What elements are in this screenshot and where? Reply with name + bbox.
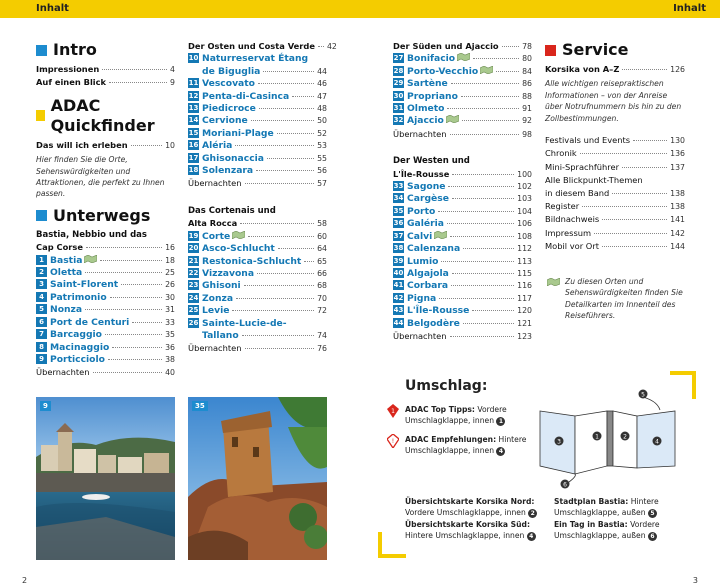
place-number-badge: 13 (188, 104, 199, 113)
region-heading: Das Cortenais und (188, 205, 276, 216)
place-entry[interactable]: 10 Naturreservat Étang (188, 53, 309, 65)
toc-entry[interactable]: Impressionen 4 (36, 64, 175, 74)
section-quickfinder: ADAC Quickfinder (36, 96, 175, 136)
corner-bracket-bottom (378, 532, 406, 558)
place-entry[interactable]: 9 Porticciolo 38 (36, 354, 175, 366)
place-entry[interactable]: 19 Corte 60 (188, 230, 327, 242)
toc-entry[interactable]: Das will ich erleben 10 (36, 139, 175, 150)
toc-entry[interactable]: Auf einen Blick 9 (36, 77, 175, 88)
place-entry[interactable]: 14 Cervione 50 (188, 115, 327, 127)
toc-column-4 (545, 40, 685, 321)
place-number-badge: 29 (393, 79, 404, 88)
place-number-badge: 16 (188, 141, 199, 150)
cover-bastia: Stadtplan Bastia: Hintere Umschlagklappe, außen 5 Ein Tag in Bastia: Vordere Umschlagklappe, außen 6 (554, 497, 660, 541)
place-number-badge: 6 (36, 317, 47, 327)
diagram-marker: 2 (623, 433, 627, 441)
place-number-badge: 35 (393, 206, 404, 215)
toc-entry[interactable]: Register 138 (545, 201, 685, 212)
page-header (0, 0, 360, 18)
yellow-square-icon (36, 110, 45, 121)
diagram-marker: 1 (595, 433, 599, 441)
place-entry[interactable]: 37 Calvi 108 (393, 230, 532, 242)
place-entry-continued[interactable]: de Biguglia 44 (202, 65, 327, 77)
photo-porto-tower (188, 397, 327, 560)
place-number-badge: 9 (36, 354, 47, 364)
region-heading: Bastia, Nebbio und das (36, 229, 147, 240)
quickfinder-note: Hier finden Sie die Orte, Sehenswürdigkeiten und Attraktionen, die perfekt zu Ihnen passen. (36, 155, 165, 199)
region-entry[interactable]: Cap Corse 16 (36, 242, 175, 253)
place-number-badge: 19 (188, 231, 199, 240)
toc-entry-overnight[interactable]: Übernachten 123 (393, 330, 532, 341)
cover-fold-diagram (535, 386, 685, 496)
place-number-badge: 42 (393, 293, 404, 302)
place-number-badge: 27 (393, 54, 404, 63)
place-entry[interactable]: 29 Sartène 86 (393, 78, 532, 90)
harbour-photo (36, 397, 175, 560)
diagram-marker: 5 (641, 391, 645, 399)
toc-entry[interactable]: Festivals und Events 130 (545, 135, 685, 146)
place-entry[interactable]: 36 Galéria 106 (393, 218, 532, 230)
place-entry[interactable]: 18 Solenzara 56 (188, 165, 327, 177)
place-entry[interactable]: 39 Lumio 113 (393, 255, 532, 267)
place-number-badge: 11 (188, 79, 199, 88)
region-heading: Der Westen und (393, 156, 470, 167)
place-entry[interactable]: 32 Ajaccio 92 (393, 115, 532, 127)
place-number-badge: 22 (188, 268, 199, 277)
place-number-badge: 23 (188, 281, 199, 290)
toc-entry[interactable]: Mobil vor Ort 144 (545, 241, 685, 252)
place-entry[interactable]: 34 Cargèse 103 (393, 193, 532, 205)
red-square-icon (545, 45, 556, 56)
section-unterwegs: Unterwegs (36, 206, 175, 226)
place-entry[interactable]: 17 Ghisonaccia 55 (188, 152, 327, 164)
blue-square-icon (36, 210, 47, 221)
cover-recommendations: ADAC Empfehlungen: Hintere Umschlagklappe, innen 4 (405, 435, 527, 456)
toc-entry-overnight[interactable]: Übernachten 57 (188, 178, 327, 189)
page-number: 2 (22, 576, 28, 585)
toc-entry[interactable]: Chronik 136 (545, 148, 685, 159)
cover-title: Umschlag: (405, 378, 488, 394)
diagram-marker: 6 (563, 481, 567, 489)
bag-legend: Zu diesen Orten und Sehenswürdigkeiten finden Sie Detailkarten im Innenteil des Reiseführers. (545, 276, 685, 322)
place-entry[interactable]: 44 Belgodère 121 (393, 317, 532, 329)
place-number-badge: 17 (188, 153, 199, 162)
recommendation-icon (387, 434, 399, 448)
place-entry[interactable]: 25 Levie 72 (188, 305, 327, 317)
toc-entry-overnight[interactable]: Übernachten 98 (393, 128, 532, 139)
toc-entry-overnight[interactable]: Übernachten 40 (36, 367, 175, 378)
place-number-badge: 4 (36, 292, 47, 302)
place-number-badge: 20 (188, 244, 199, 253)
page-number: 3 (692, 576, 698, 585)
place-entry[interactable]: 7 Barcaggio 35 (36, 329, 175, 341)
place-number-badge: 24 (188, 293, 199, 302)
diagram-marker: 4 (655, 438, 659, 446)
tower-photo (188, 397, 327, 560)
place-list (393, 53, 532, 127)
place-number-badge: 14 (188, 116, 199, 125)
toc-entry[interactable]: in diesem Band 138 (545, 187, 685, 198)
map-bag-icon (457, 53, 470, 61)
place-entry[interactable]: 30 Propriano 88 (393, 90, 532, 102)
map-bag-icon (547, 278, 560, 286)
place-number-badge: 5 (36, 304, 47, 314)
toc-column-3 (393, 40, 532, 343)
place-entry[interactable]: 33 Sagone 102 (393, 181, 532, 193)
region-entry[interactable]: L'Île-Rousse 100 (393, 168, 532, 179)
place-entry[interactable]: 28 Porto-Vecchio 84 (393, 65, 532, 77)
place-number-badge: 28 (393, 66, 404, 75)
toc-column-1 (36, 40, 175, 380)
place-number-badge: 2 (36, 267, 47, 277)
place-entry[interactable]: 3 Saint-Florent 26 (36, 279, 175, 291)
place-number-badge: 30 (393, 91, 404, 100)
toc-column-2 (188, 40, 337, 356)
place-entry[interactable]: 27 Bonifacio 80 (393, 53, 532, 65)
toc-entry[interactable]: Korsika von A–Z 126 (545, 64, 685, 74)
service-list (545, 134, 685, 254)
photo-tag: 9 (40, 401, 51, 411)
blue-square-icon (36, 45, 47, 56)
place-entry[interactable]: 38 Calenzana 112 (393, 243, 532, 255)
place-number-badge: 33 (393, 182, 404, 191)
map-bag-icon (232, 231, 245, 239)
place-entry[interactable]: 41 Corbara 116 (393, 280, 532, 292)
photo-tag: 35 (192, 401, 208, 411)
header-title: Inhalt (36, 3, 69, 14)
place-number-badge: 15 (188, 128, 199, 137)
place-entry[interactable]: 23 Ghisoni 68 (188, 280, 327, 292)
place-number-badge: 3 (36, 279, 47, 289)
place-entry[interactable]: 8 Macinaggio 36 (36, 342, 175, 354)
place-number-badge: 26 (188, 318, 199, 327)
toc-entry-overnight[interactable]: Übernachten 76 (188, 343, 327, 354)
place-entry[interactable]: 12 Penta-di-Casinca 47 (188, 90, 327, 102)
toc-entry[interactable]: Alle Blickpunkt-Themen (545, 175, 643, 186)
place-entry[interactable]: 2 Oletta 25 (36, 267, 175, 279)
map-bag-icon (434, 231, 447, 239)
place-entry-continued[interactable]: Tallano 74 (202, 329, 327, 341)
place-number-badge: 18 (188, 166, 199, 175)
place-number-badge: 31 (393, 104, 404, 113)
place-number-badge: 1 (36, 255, 47, 265)
place-entry[interactable]: 16 Aléria 53 (188, 140, 327, 152)
place-number-badge: 41 (393, 281, 404, 290)
place-entry[interactable]: 13 Piedicroce 48 (188, 103, 327, 115)
place-entry[interactable]: 35 Porto 104 (393, 205, 532, 217)
place-list (393, 181, 532, 330)
place-number-badge: 36 (393, 219, 404, 228)
map-bag-icon (446, 115, 459, 123)
place-number-badge: 10 (188, 54, 199, 63)
region-entry[interactable]: Der Osten und Costa Verde 42 (188, 41, 337, 51)
place-list (188, 53, 327, 177)
place-number-badge: 40 (393, 268, 404, 277)
place-list (188, 231, 327, 343)
place-entry[interactable]: 4 Patrimonio 30 (36, 292, 175, 304)
cover-top-tips: ADAC Top Tipps: Vordere Umschlagklappe, innen 1 (405, 405, 507, 426)
place-entry[interactable]: 26 Sainte-Lucie-de- (188, 317, 287, 329)
photo-porticciolo (36, 397, 175, 560)
map-bag-icon (480, 66, 493, 74)
region-entry[interactable]: Der Süden und Ajaccio 78 (393, 41, 532, 51)
diagram-marker: 3 (557, 438, 561, 446)
section-service: Service (545, 40, 685, 60)
place-entry[interactable]: 15 Moriani-Plage 52 (188, 127, 327, 139)
place-entry[interactable]: 42 Pigna 117 (393, 292, 532, 304)
toc-entry[interactable]: Impressum 142 (545, 227, 685, 238)
place-number-badge: 8 (36, 342, 47, 352)
intro-list (36, 63, 175, 90)
place-entry[interactable]: 20 Asco-Schlucht 64 (188, 243, 327, 255)
place-entry[interactable]: 1 Bastia 18 (36, 255, 175, 267)
place-entry[interactable]: 11 Vescovato 46 (188, 78, 327, 90)
place-entry[interactable]: 43 L'Île-Rousse 120 (393, 305, 532, 317)
region-entry[interactable]: Alta Rocca 58 (188, 218, 327, 229)
toc-entry[interactable]: Bildnachweis 141 (545, 214, 685, 225)
place-entry[interactable]: 40 Algajola 115 (393, 267, 532, 279)
place-number-badge: 37 (393, 231, 404, 240)
cover-maps: Übersichtskarte Korsika Nord: Vordere Umschlagklappe, innen 2 Übersichtskarte Korsika Süd: Hintere Umschlagklappe, innen 4 (405, 496, 537, 542)
place-entry[interactable]: 31 Olmeto 91 (393, 103, 532, 115)
svg-text:1: 1 (391, 408, 395, 415)
service-note: Alle wichtigen reisepraktischen Informationen – von der Anreise über Notrufnummern bis hin zu den Zollbestimmungen. (545, 79, 682, 123)
place-entry[interactable]: 5 Nonza 31 (36, 304, 175, 316)
toc-entry[interactable]: Mini-Sprachführer 137 (545, 161, 685, 172)
section-intro: Intro (36, 40, 175, 60)
place-number-badge: 32 (393, 116, 404, 125)
place-number-badge: 25 (188, 306, 199, 315)
top-tip-icon (387, 404, 399, 418)
place-number-badge: 12 (188, 91, 199, 100)
place-entry[interactable]: 21 Restonica-Schlucht 65 (188, 255, 327, 267)
place-number-badge: 44 (393, 318, 404, 327)
header-title: Inhalt (673, 3, 706, 14)
svg-text:!: ! (391, 438, 395, 445)
place-entry[interactable]: 22 Vizzavona 66 (188, 267, 327, 279)
place-number-badge: 39 (393, 256, 404, 265)
place-number-badge: 43 (393, 306, 404, 315)
place-number-badge: 7 (36, 329, 47, 339)
place-entry[interactable]: 6 Port de Centuri 33 (36, 317, 175, 329)
place-number-badge: 21 (188, 256, 199, 265)
place-entry[interactable]: 24 Zonza 70 (188, 292, 327, 304)
page-header (360, 0, 720, 18)
place-number-badge: 34 (393, 194, 404, 203)
map-bag-icon (84, 255, 97, 263)
place-number-badge: 38 (393, 244, 404, 253)
place-list (36, 255, 175, 367)
